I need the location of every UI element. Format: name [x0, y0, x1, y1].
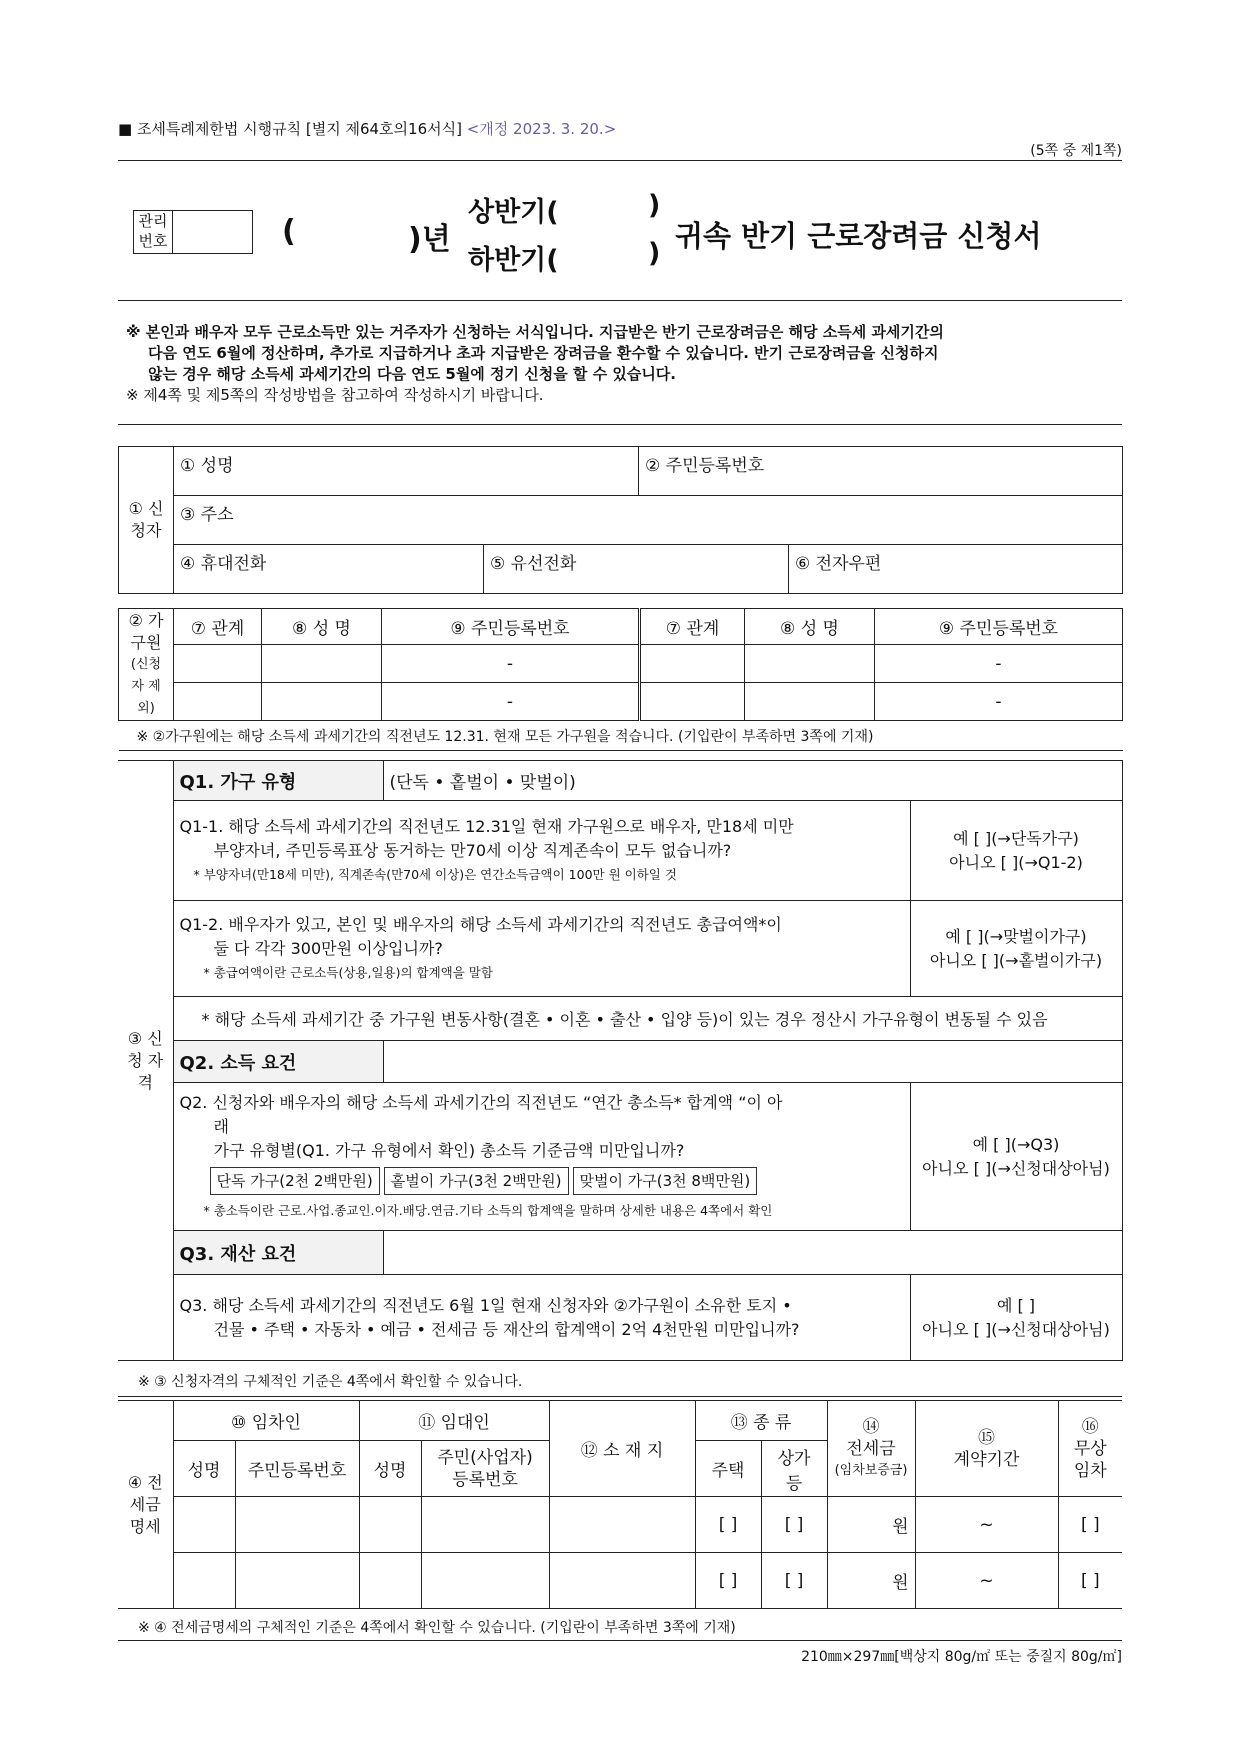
lease-period-header: [915, 1401, 1058, 1497]
page-indicator: (5쪽 중 제1쪽): [1030, 143, 1122, 159]
applicant-phone-label: ⑤ 유선전화: [490, 554, 577, 574]
q1-heading: Q1. 가구 유형: [173, 761, 383, 801]
hh-cell-name[interactable]: [745, 683, 875, 721]
lease-deposit-sub: (임차보증금): [834, 1462, 908, 1478]
lease-lessee-name-col: 성명: [173, 1441, 235, 1497]
lease-cell[interactable]: [359, 1553, 421, 1609]
lease-house-checkbox[interactable]: [ ]: [695, 1553, 761, 1609]
qualification-table: [118, 760, 1123, 1361]
notice-rule: [118, 424, 1122, 425]
lease-shop-checkbox[interactable]: [ ]: [761, 1553, 827, 1609]
q2-question: [173, 1083, 910, 1231]
hh-cell-name[interactable]: [745, 645, 875, 683]
q1-2-answer[interactable]: [910, 901, 1122, 997]
lease-lessor-header: ⑪ 임대인: [359, 1401, 549, 1441]
q1-1-question: [173, 801, 910, 901]
hh-col-name-1: ⑧ 성 명: [262, 609, 382, 645]
lease-won-unit: 원: [892, 1517, 909, 1537]
q3-heading-blank: [383, 1231, 1122, 1275]
hh-cell-rrn[interactable]: [382, 683, 640, 721]
q1-2-line-b: 둘 다 각각 300만원 이상입니까?: [213, 938, 443, 958]
q2-threshold-single: 단독 가구(2천 2백만원): [210, 1167, 380, 1195]
household-table: [118, 608, 1123, 751]
first-half-close: ): [648, 190, 661, 221]
q2-no[interactable]: 아니오 [ ](→신청대상아님): [922, 1158, 1110, 1178]
lease-lessee-rrn-col: 주민등록번호: [235, 1441, 359, 1497]
hh-col-rrn-2: ⑨ 주민등록번호: [875, 609, 1123, 645]
q1-2-note: * 총급여액이란 근로소득(상용,일용)의 합계액을 말함: [203, 964, 493, 980]
title-rule: [118, 300, 1122, 301]
lease-cell[interactable]: [235, 1553, 359, 1609]
household-section-title: ② 가구원: [128, 610, 164, 652]
lease-shop-checkbox[interactable]: [ ]: [761, 1497, 827, 1553]
lease-location-header: ⑫ 소 재 지: [549, 1401, 695, 1497]
hh-cell-rrn[interactable]: [875, 683, 1123, 721]
applicant-table: [118, 446, 1123, 594]
household-note: ※ ②가구원에는 해당 소득세 과세기간의 직전년도 12.31. 현재 모든 가구원을 적습니다. (기입란이 부족하면 3쪽에 기재): [119, 721, 1123, 751]
q3-question: [173, 1275, 910, 1361]
lease-free-header: [1058, 1401, 1122, 1497]
lease-free-checkbox[interactable]: [ ]: [1058, 1497, 1122, 1553]
q2-answer[interactable]: [910, 1083, 1122, 1231]
lease-period-label: 계약기간: [953, 1449, 1020, 1470]
revision-date: <개정 2023. 3. 20.>: [466, 120, 617, 138]
lease-free-checkbox[interactable]: [ ]: [1058, 1553, 1122, 1609]
q1-1-yes[interactable]: 예 [ ](→단독가구): [953, 828, 1079, 848]
lease-cell[interactable]: [359, 1497, 421, 1553]
management-number-box: [133, 210, 253, 254]
lease-cell[interactable]: [235, 1497, 359, 1553]
applicant-name-label: ① 성명: [180, 456, 234, 476]
q1-2-no[interactable]: 아니오 [ ](→홑벌이가구): [929, 950, 1103, 970]
hh-cell-name[interactable]: [262, 683, 382, 721]
management-number-field[interactable]: [173, 211, 252, 253]
lease-lessor-name-col: 성명: [359, 1441, 421, 1497]
hh-col-name-2: ⑧ 성 명: [745, 609, 875, 645]
notice-line-4: ※ 제4쪽 및 제5쪽의 작성방법을 참고하여 작성하시기 바랍니다.: [126, 386, 544, 404]
hh-cell-relation[interactable]: [174, 645, 262, 683]
qualification-note: ※ ③ 신청자격의 구체적인 기준은 4쪽에서 확인할 수 있습니다.: [138, 1374, 523, 1390]
lease-cell[interactable]: [549, 1553, 695, 1609]
q3-no[interactable]: 아니오 [ ](→신청대상아님): [922, 1319, 1110, 1339]
notice-block: [126, 322, 1126, 406]
q1-2-question: [173, 901, 910, 997]
qualification-section-label: ③ 신청 자격: [118, 761, 173, 1361]
applicant-section-label: ① 신청자: [119, 447, 174, 594]
q1-1-line-a: Q1-1. 해당 소득세 과세기간의 직전년도 12.31일 현재 가구원으로 배우자, 만18세 미만: [179, 816, 794, 836]
lease-section-label: ④ 전세금 명세: [118, 1401, 173, 1609]
lease-cell[interactable]: [173, 1497, 235, 1553]
q1-1-no[interactable]: 아니오 [ ](→Q1-2): [949, 852, 1083, 872]
q2-note: * 총소득이란 근로.사업.종교인.이자.배당.연금.기타 소득의 합계액을 말하며 상세한 내용은 4쪽에서 확인: [203, 1202, 773, 1218]
lease-deposit-num: ⑭: [862, 1416, 880, 1437]
lease-period-tilde: ~: [979, 1514, 994, 1535]
lease-cell[interactable]: [421, 1553, 549, 1609]
hh-cell-relation[interactable]: [640, 645, 745, 683]
q2-heading-blank: [383, 1041, 1122, 1083]
q1-1-answer[interactable]: [910, 801, 1122, 901]
lease-deposit-label: 전세금: [846, 1438, 896, 1459]
q2-line-a: Q2. 신청자와 배우자의 해당 소득세 과세기간의 직전년도 “연간 총소득* 합계액 “이 아: [179, 1092, 783, 1112]
applicant-email-label: ⑥ 전자우편: [795, 554, 882, 574]
q1-1-note: * 부양자녀(만18세 미만), 직계존속(만70세 이상)은 연간소득금액이 100만 원 이하일 것: [193, 866, 677, 882]
lease-free-num: ⑯: [1081, 1416, 1099, 1437]
hh-cell-rrn[interactable]: [875, 645, 1123, 683]
lease-deposit-cell[interactable]: [827, 1553, 915, 1609]
q2-line-c: 가구 유형별(Q1. 가구 유형에서 확인) 총소득 기준금액 미만입니까?: [213, 1140, 685, 1160]
form-title: 귀속 반기 근로장려금 신청서: [675, 219, 1042, 253]
top-rule: [118, 160, 1122, 161]
q3-answer[interactable]: [910, 1275, 1122, 1361]
q2-yes[interactable]: 예 [ ](→Q3): [972, 1134, 1060, 1154]
q2-threshold-boxes: [180, 1167, 904, 1195]
lease-won-unit: 원: [892, 1573, 909, 1593]
lease-period-num: ⑮: [978, 1427, 996, 1448]
applicant-email-field[interactable]: [789, 545, 1123, 594]
hh-cell-relation[interactable]: [174, 683, 262, 721]
hh-rrn-dash: -: [995, 691, 1002, 712]
law-reference: ■ 조세특례제한법 시행규칙 [별지 제64호의16서식]: [118, 120, 462, 138]
hh-cell-relation[interactable]: [640, 683, 745, 721]
q2-threshold-one-earner: 홑벌이 가구(3천 2백만원): [384, 1167, 569, 1195]
q1-household-change-note: * 해당 소득세 과세기간 중 가구원 변동사항(결혼 • 이혼 • 출산 • 입양 등)이 있는 경우 정산시 가구유형이 변동될 수 있음: [173, 997, 1122, 1041]
q2-heading: Q2. 소득 요건: [173, 1041, 383, 1083]
hh-rrn-dash: -: [506, 653, 514, 674]
q1-2-yes[interactable]: 예 [ ](→맞벌이가구): [945, 926, 1087, 946]
first-half-label: 상반기(: [468, 197, 559, 228]
hh-col-rrn-1: ⑨ 주민등록번호: [382, 609, 640, 645]
form-header: [118, 118, 616, 139]
year-open-paren: (: [282, 214, 296, 249]
lease-cell[interactable]: [173, 1553, 235, 1609]
q2-line-b: 래: [213, 1116, 229, 1136]
notice-line-2: 다음 연도 6월에 정산하며, 추가로 지급하거나 초과 지급받은 장려금을 환수할 수 있습니다. 반기 근로장려금을 신청하지: [148, 344, 939, 362]
lease-lessor-rrn-col: 주민(사업자) 등록번호: [421, 1441, 549, 1497]
applicant-mobile-label: ④ 휴대전화: [180, 554, 267, 574]
applicant-mobile-field[interactable]: [174, 545, 484, 594]
q3-line-b: 건물 • 주택 • 자동차 • 예금 • 전세금 등 재산의 합계액이 2억 4천만원 미만입니까?: [213, 1319, 800, 1339]
applicant-address-label: ③ 주소: [180, 505, 234, 525]
notice-line-1: ※ 본인과 배우자 모두 근로소득만 있는 거주자가 신청하는 서식입니다. 지급받은 반기 근로장려금은 해당 소득세 과세기간의: [126, 323, 944, 341]
lease-free-label: 무상 임차: [1073, 1438, 1107, 1481]
hh-rrn-dash: -: [995, 653, 1002, 674]
applicant-rrn-field[interactable]: [639, 447, 1123, 496]
hh-col-relation-1: ⑦ 관계: [174, 609, 262, 645]
lease-note: ※ ④ 전세금명세의 구체적인 기준은 4쪽에서 확인할 수 있습니다. (기입란이 부족하면 3쪽에 기재): [138, 1620, 736, 1636]
notice-line-3: 않는 경우 해당 소득세 과세기간의 다음 연도 5월에 정기 신청을 할 수 있습니다.: [148, 365, 676, 383]
hh-cell-rrn[interactable]: [382, 645, 640, 683]
lease-type-header: ⑬ 종 류: [695, 1401, 827, 1441]
lease-type-house-col: 주택: [695, 1441, 761, 1497]
qualification-rule: [118, 1396, 1122, 1397]
lease-house-checkbox[interactable]: [ ]: [695, 1497, 761, 1553]
lease-cell[interactable]: [421, 1497, 549, 1553]
management-number-label: 관리번호: [134, 211, 173, 253]
q3-line-a: Q3. 해당 소득세 과세기간의 직전년도 6월 1일 현재 신청자와 ②가구원이 소유한 토지 •: [179, 1295, 792, 1315]
hh-col-relation-2: ⑦ 관계: [640, 609, 745, 645]
lease-lessee-header: ⑩ 임차인: [173, 1401, 359, 1441]
q2-threshold-dual-earner: 맞벌이 가구(3천 8백만원): [573, 1167, 758, 1195]
year-suffix: )년: [408, 222, 451, 257]
lease-period-cell[interactable]: [915, 1553, 1058, 1609]
lease-rule: [118, 1640, 1122, 1641]
lease-table: [118, 1400, 1122, 1609]
q1-1-line-b: 부양자녀, 주민등록표상 동거하는 만70세 이상 직계존속이 모두 없습니까?: [213, 840, 732, 860]
household-section-sub: (신청자 제외): [130, 656, 162, 716]
lease-period-cell[interactable]: [915, 1497, 1058, 1553]
applicant-rrn-label: ② 주민등록번호: [645, 456, 765, 476]
q3-heading: Q3. 재산 요건: [173, 1231, 383, 1275]
hh-rrn-dash: -: [506, 691, 514, 712]
second-half-label: 하반기(: [468, 245, 559, 276]
paper-spec-footer: 210㎜×297㎜[백상지 80g/㎡ 또는 중질지 80g/㎡]: [801, 1649, 1122, 1665]
applicant-name-field[interactable]: [174, 447, 639, 496]
q1-2-line-a: Q1-2. 배우자가 있고, 본인 및 배우자의 해당 소득세 과세기간의 직전년도 총급여액*이: [179, 914, 782, 934]
lease-deposit-header: [827, 1401, 915, 1497]
second-half-close: ): [648, 238, 661, 269]
applicant-address-field[interactable]: [174, 496, 1123, 545]
q3-yes[interactable]: 예 [ ]: [996, 1295, 1036, 1315]
lease-period-tilde: ~: [979, 1570, 994, 1591]
lease-cell[interactable]: [549, 1497, 695, 1553]
q1-options: (단독 • 홑벌이 • 맞벌이): [383, 761, 1122, 801]
lease-type-shop-col: 상가 등: [761, 1441, 827, 1497]
lease-deposit-cell[interactable]: [827, 1497, 915, 1553]
applicant-phone-field[interactable]: [484, 545, 789, 594]
hh-cell-name[interactable]: [262, 645, 382, 683]
household-section-label: [119, 609, 174, 721]
